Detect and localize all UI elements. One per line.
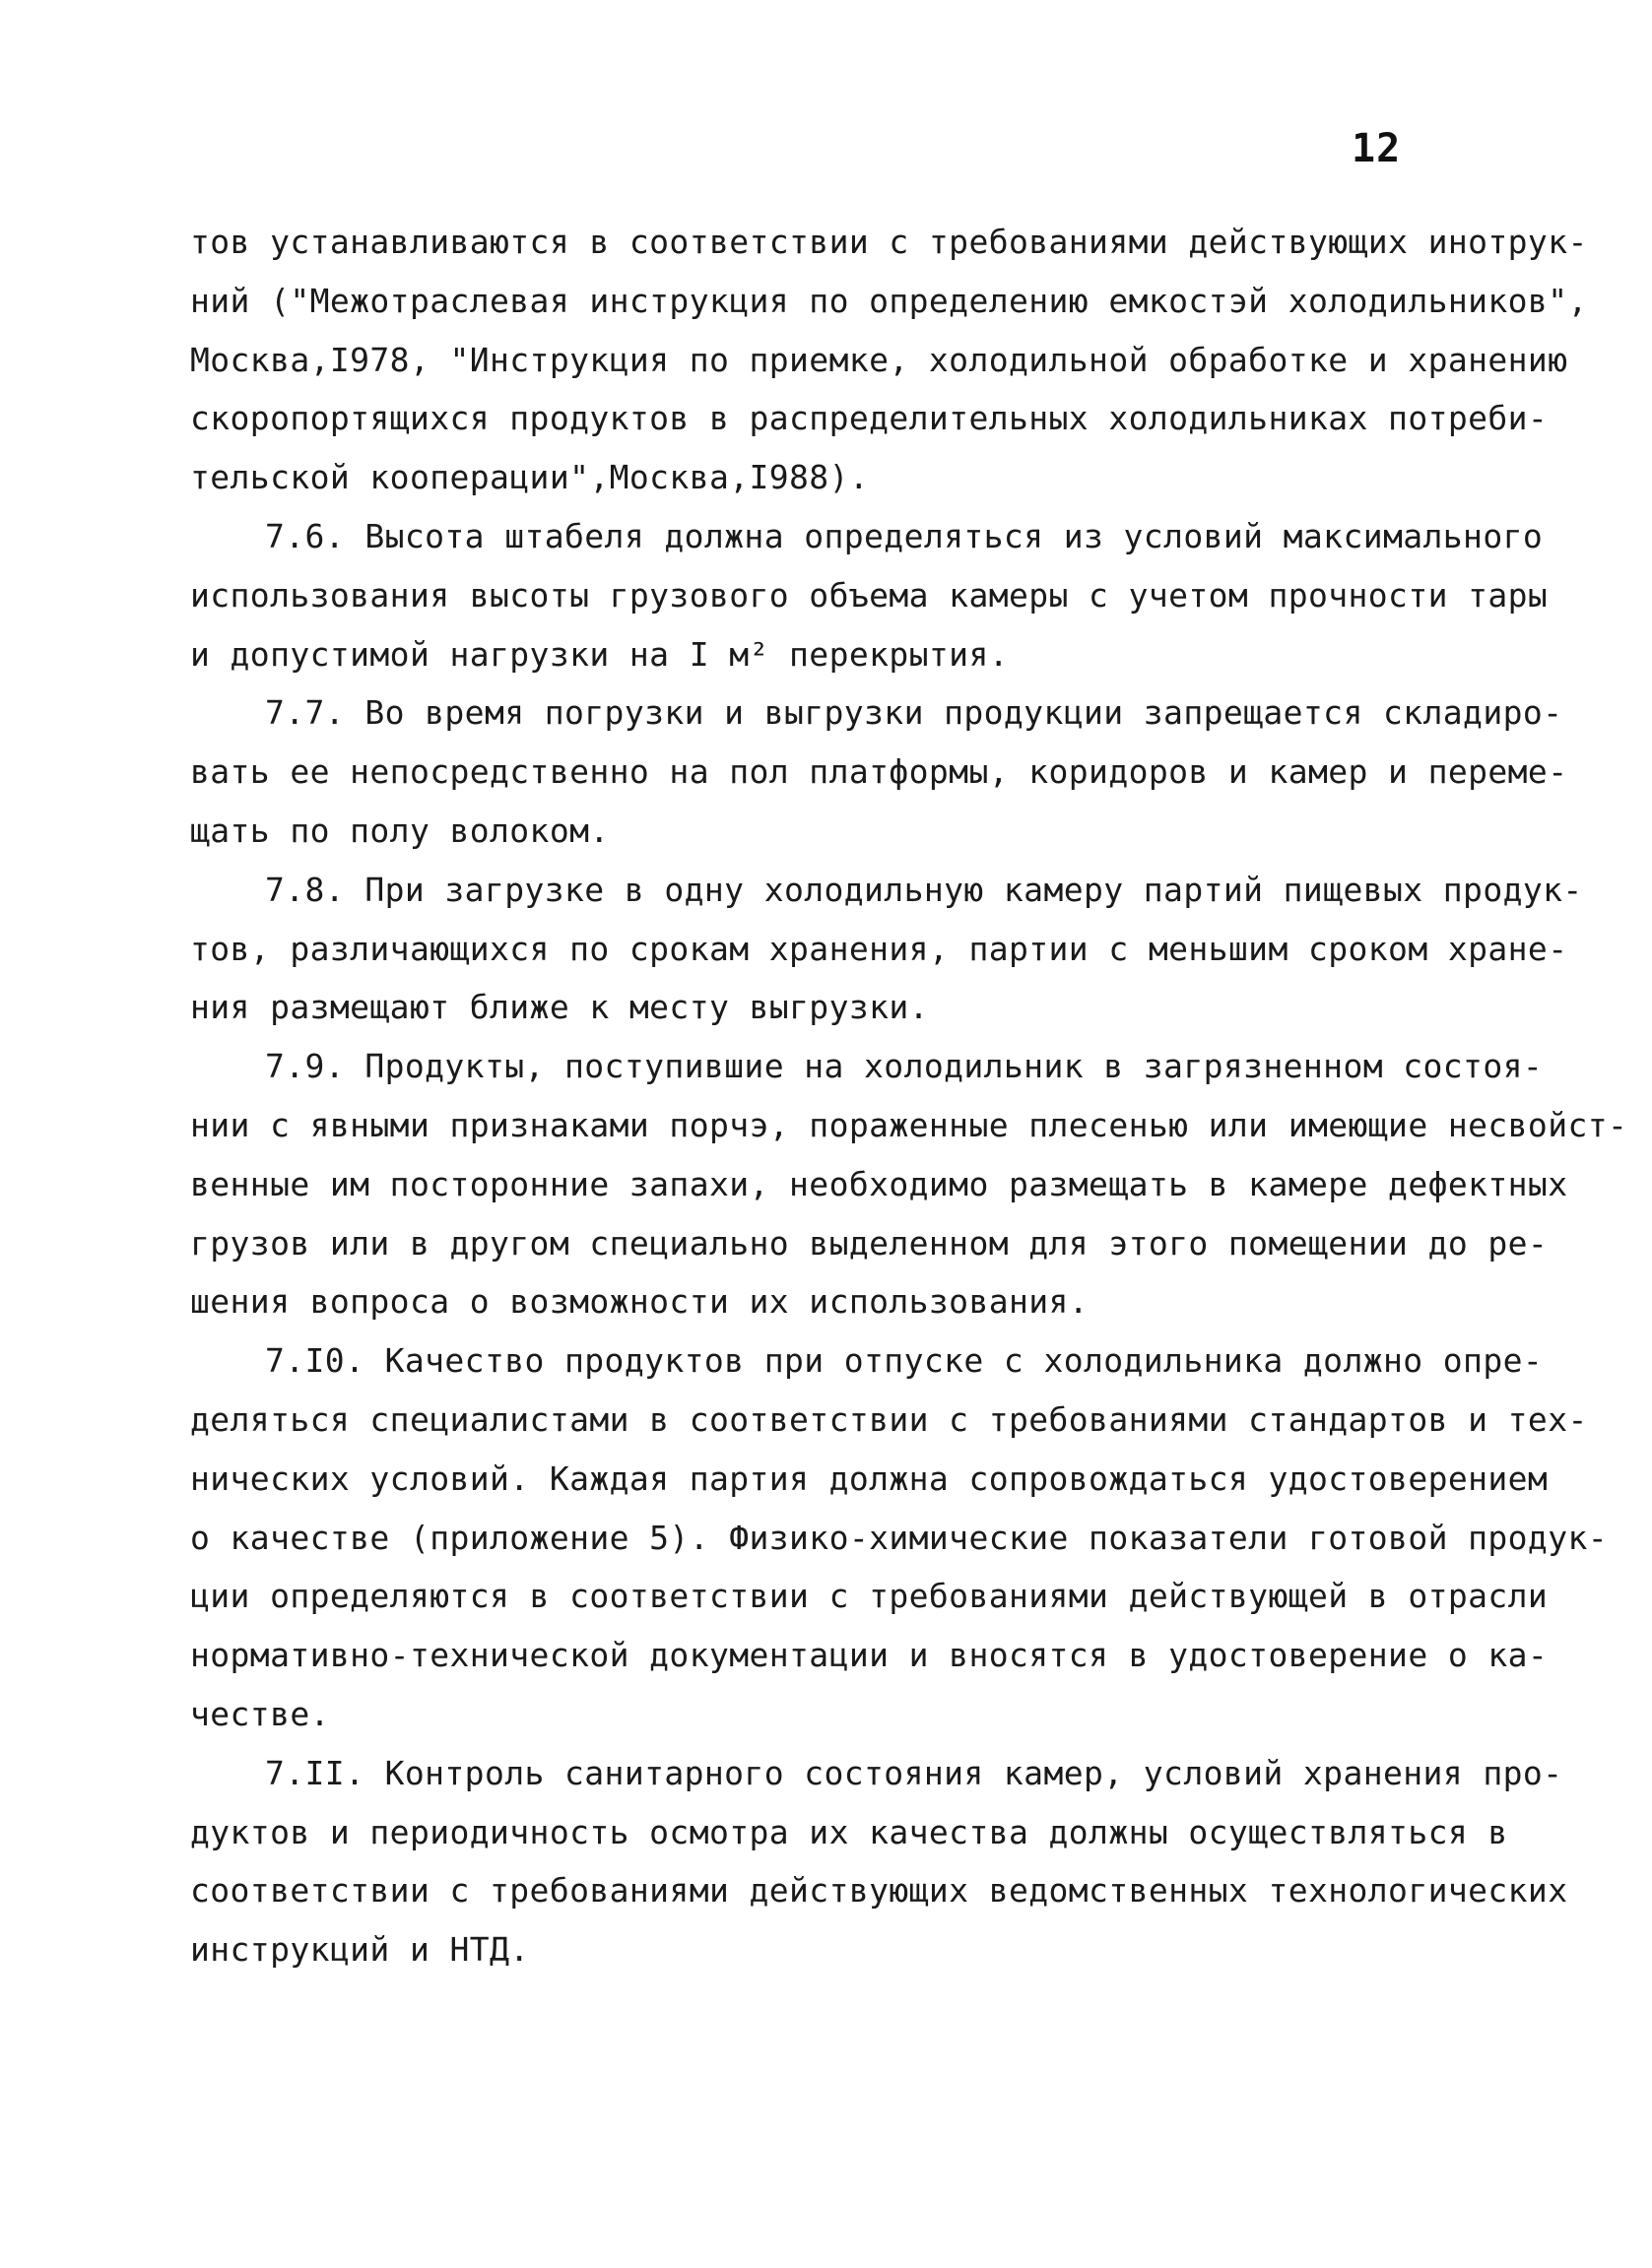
text-line: тов, различающихся по срокам хранения, партии с меньшим сроком хране- xyxy=(190,929,1568,968)
text-line: нормативно-технической документации и вносятся в удостоверение о ка- xyxy=(190,1636,1549,1675)
paragraph-first-line: 7.8. При загрузке в одну холодильную камеру партий пищевых продук- xyxy=(265,870,1583,909)
text-line: венные им посторонние запахи, необходимо размещать в камере дефектных xyxy=(190,1164,1568,1203)
text-line: ния размещают ближе к месту выгрузки. xyxy=(190,988,929,1027)
text-line: о качестве (приложение 5). Физико-химические показатели готовой продук- xyxy=(190,1518,1609,1557)
text-line: дуктов и периодичность осмотра их качества должны осуществляться в xyxy=(190,1812,1508,1851)
text-line: деляться специалистами в соответствии с требованиями стандартов и тех- xyxy=(190,1399,1588,1439)
text-line: Москва,I978, "Инструкция по приемке, холодильной обработке и хранению xyxy=(190,340,1568,379)
paragraph-first-line: 7.II. Контроль санитарного состояния камер, условий хранения про- xyxy=(265,1753,1563,1792)
paragraph-first-line: 7.9. Продукты, поступившие на холодильник в загрязненном состоя- xyxy=(265,1047,1544,1086)
paragraph-first-line: 7.I0. Качество продуктов при отпуске с холодильника должно опре- xyxy=(265,1341,1544,1381)
paragraph-first-line: 7.7. Во время погрузки и выгрузки продукции запрещается складиро- xyxy=(265,693,1563,733)
text-line: тельской кооперации",Москва,I988). xyxy=(190,458,870,497)
text-line: шения вопроса о возможности их использования. xyxy=(190,1282,1090,1322)
text-line: вать ее непосредственно на пол платформы, коридоров и камер и переме- xyxy=(190,752,1568,792)
text-line: тов устанавливаются в соответствии с требованиями действующих инотрук- xyxy=(190,223,1588,261)
text-line: соответствии с требованиями действующих ведомственных технологических xyxy=(190,1871,1568,1911)
text-line: ний ("Межотраслевая инструкция по определению емкостэй холодильников", xyxy=(190,281,1588,320)
text-line: скоропортящихся продуктов в распределительных холодильниках потреби- xyxy=(190,399,1549,438)
text-line: использования высоты грузового объема камеры с учетом прочности тары xyxy=(190,575,1549,615)
text-line: честве. xyxy=(190,1694,330,1733)
text-line: инструкций и НТД. xyxy=(190,1930,530,1970)
text-line: щать по полу волоком. xyxy=(190,810,610,850)
text-line: ции определяются в соответствии с требованиями действующей в отрасли xyxy=(190,1577,1549,1616)
document-body xyxy=(190,213,1628,1979)
text-line: грузов или в другом специально выделенном для этого помещении до ре- xyxy=(190,1223,1549,1263)
text-line: и допустимой нагрузки на I м² перекрытия. xyxy=(190,634,1009,674)
text-line: нических условий. Каждая партия должна сопровождаться удостоверением xyxy=(190,1458,1549,1498)
paragraph-first-line: 7.6. Высота штабеля должна определяться из условий максимального xyxy=(265,516,1544,555)
page-number: 12 xyxy=(1352,126,1402,171)
text-line: нии с явными признаками порчэ, пораженные плесенью или имеющие несвойст- xyxy=(190,1105,1628,1144)
